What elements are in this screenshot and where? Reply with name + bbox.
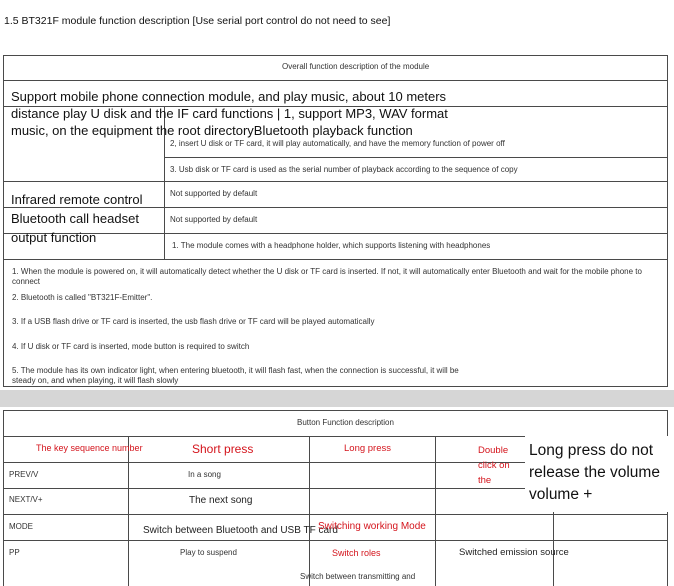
- rule: [3, 55, 668, 56]
- row-short: [143, 520, 338, 536]
- note-2: 2. Bluetooth is called "BT321F-Emitter".: [12, 293, 153, 302]
- rule: [3, 55, 4, 386]
- overall-item-3: 3. Usb disk or TF card is used as the serial number of playback according to the sequence of copy: [170, 165, 518, 174]
- page-heading: 1.5 BT321F module function description [Use serial port control do not need to see]: [4, 15, 391, 27]
- header-short-press: Short press: [192, 442, 254, 456]
- overall-item-2: 2, insert U disk or TF card, it will play automatically, and have the memory function of power off: [170, 139, 505, 148]
- rule: [435, 436, 436, 586]
- rule: [128, 436, 129, 586]
- output-label: output function: [11, 230, 97, 245]
- rule: [3, 410, 4, 586]
- row-key: NEXT/V+: [9, 495, 43, 504]
- rule: [3, 514, 668, 515]
- rule: [3, 259, 668, 260]
- row-short: In a song: [188, 470, 221, 479]
- rule: [3, 410, 668, 411]
- bt-call-value: Not supported by default: [170, 215, 258, 224]
- overall-main-text: Support mobile phone connection module, and play music, about 10 meters distance play U disk and the IF card functions | 1, support MP3, WAV format music, on the equipment the root directoryBluetooth playback function: [11, 89, 448, 138]
- row-short-text: Switch between Bluetooth and USB TF card: [143, 525, 338, 536]
- infrared-label: Infrared remote control: [11, 192, 143, 207]
- row-long: Switch roles: [332, 548, 381, 558]
- rule: [3, 233, 668, 234]
- button-table-title: Button Function description: [297, 418, 394, 427]
- rule: [3, 540, 668, 541]
- output-value: 1. The module comes with a headphone holder, which supports listening with headphones: [172, 241, 491, 250]
- row-key: PP: [9, 548, 20, 557]
- row-long: Switching working Mode: [318, 521, 426, 532]
- section-separator: [0, 390, 674, 407]
- long-hold-text: Long press do not release the volume volume +: [529, 442, 660, 503]
- row-key: PREV/V: [9, 470, 39, 479]
- rule: [3, 181, 668, 182]
- overall-title: Overall function description of the module: [282, 62, 430, 71]
- long-hold-callout: [525, 436, 673, 512]
- note-5: 5. The module has its own indicator light, when entering bluetooth, it will flash fast, when the connection is successful, it will be steady on, and when playing, it will flash slowly: [12, 366, 459, 385]
- header-double-click: Double click on the: [478, 445, 510, 486]
- note-3: 3. If a USB flash drive or TF card is inserted, the usb flash drive or TF card will be played automatically: [12, 317, 375, 326]
- row-short: Play to suspend: [180, 548, 237, 557]
- rule: [309, 436, 310, 586]
- bt-call-label: Bluetooth call headset: [11, 211, 139, 226]
- pp-extra: Switch between transmitting and: [300, 572, 416, 581]
- infrared-value: Not supported by default: [170, 189, 258, 198]
- note-1: 1. When the module is powered on, it will automatically detect whether the U disk or TF card is inserted. If not, it will automatically enter Bluetooth and wait for the mobile phone to connect: [12, 267, 642, 286]
- rule: [165, 157, 668, 158]
- header-long-press: Long press: [344, 443, 392, 454]
- rule: [667, 55, 668, 386]
- row-double: Switched emission source: [459, 547, 569, 558]
- row-key: MODE: [9, 522, 33, 531]
- rule: [3, 80, 668, 81]
- note-4: 4. If U disk or TF card is inserted, mode button is required to switch: [12, 342, 250, 351]
- rule: [3, 386, 668, 387]
- row-short: The next song: [189, 495, 253, 506]
- header-key-sequence: The key sequence number: [36, 443, 143, 453]
